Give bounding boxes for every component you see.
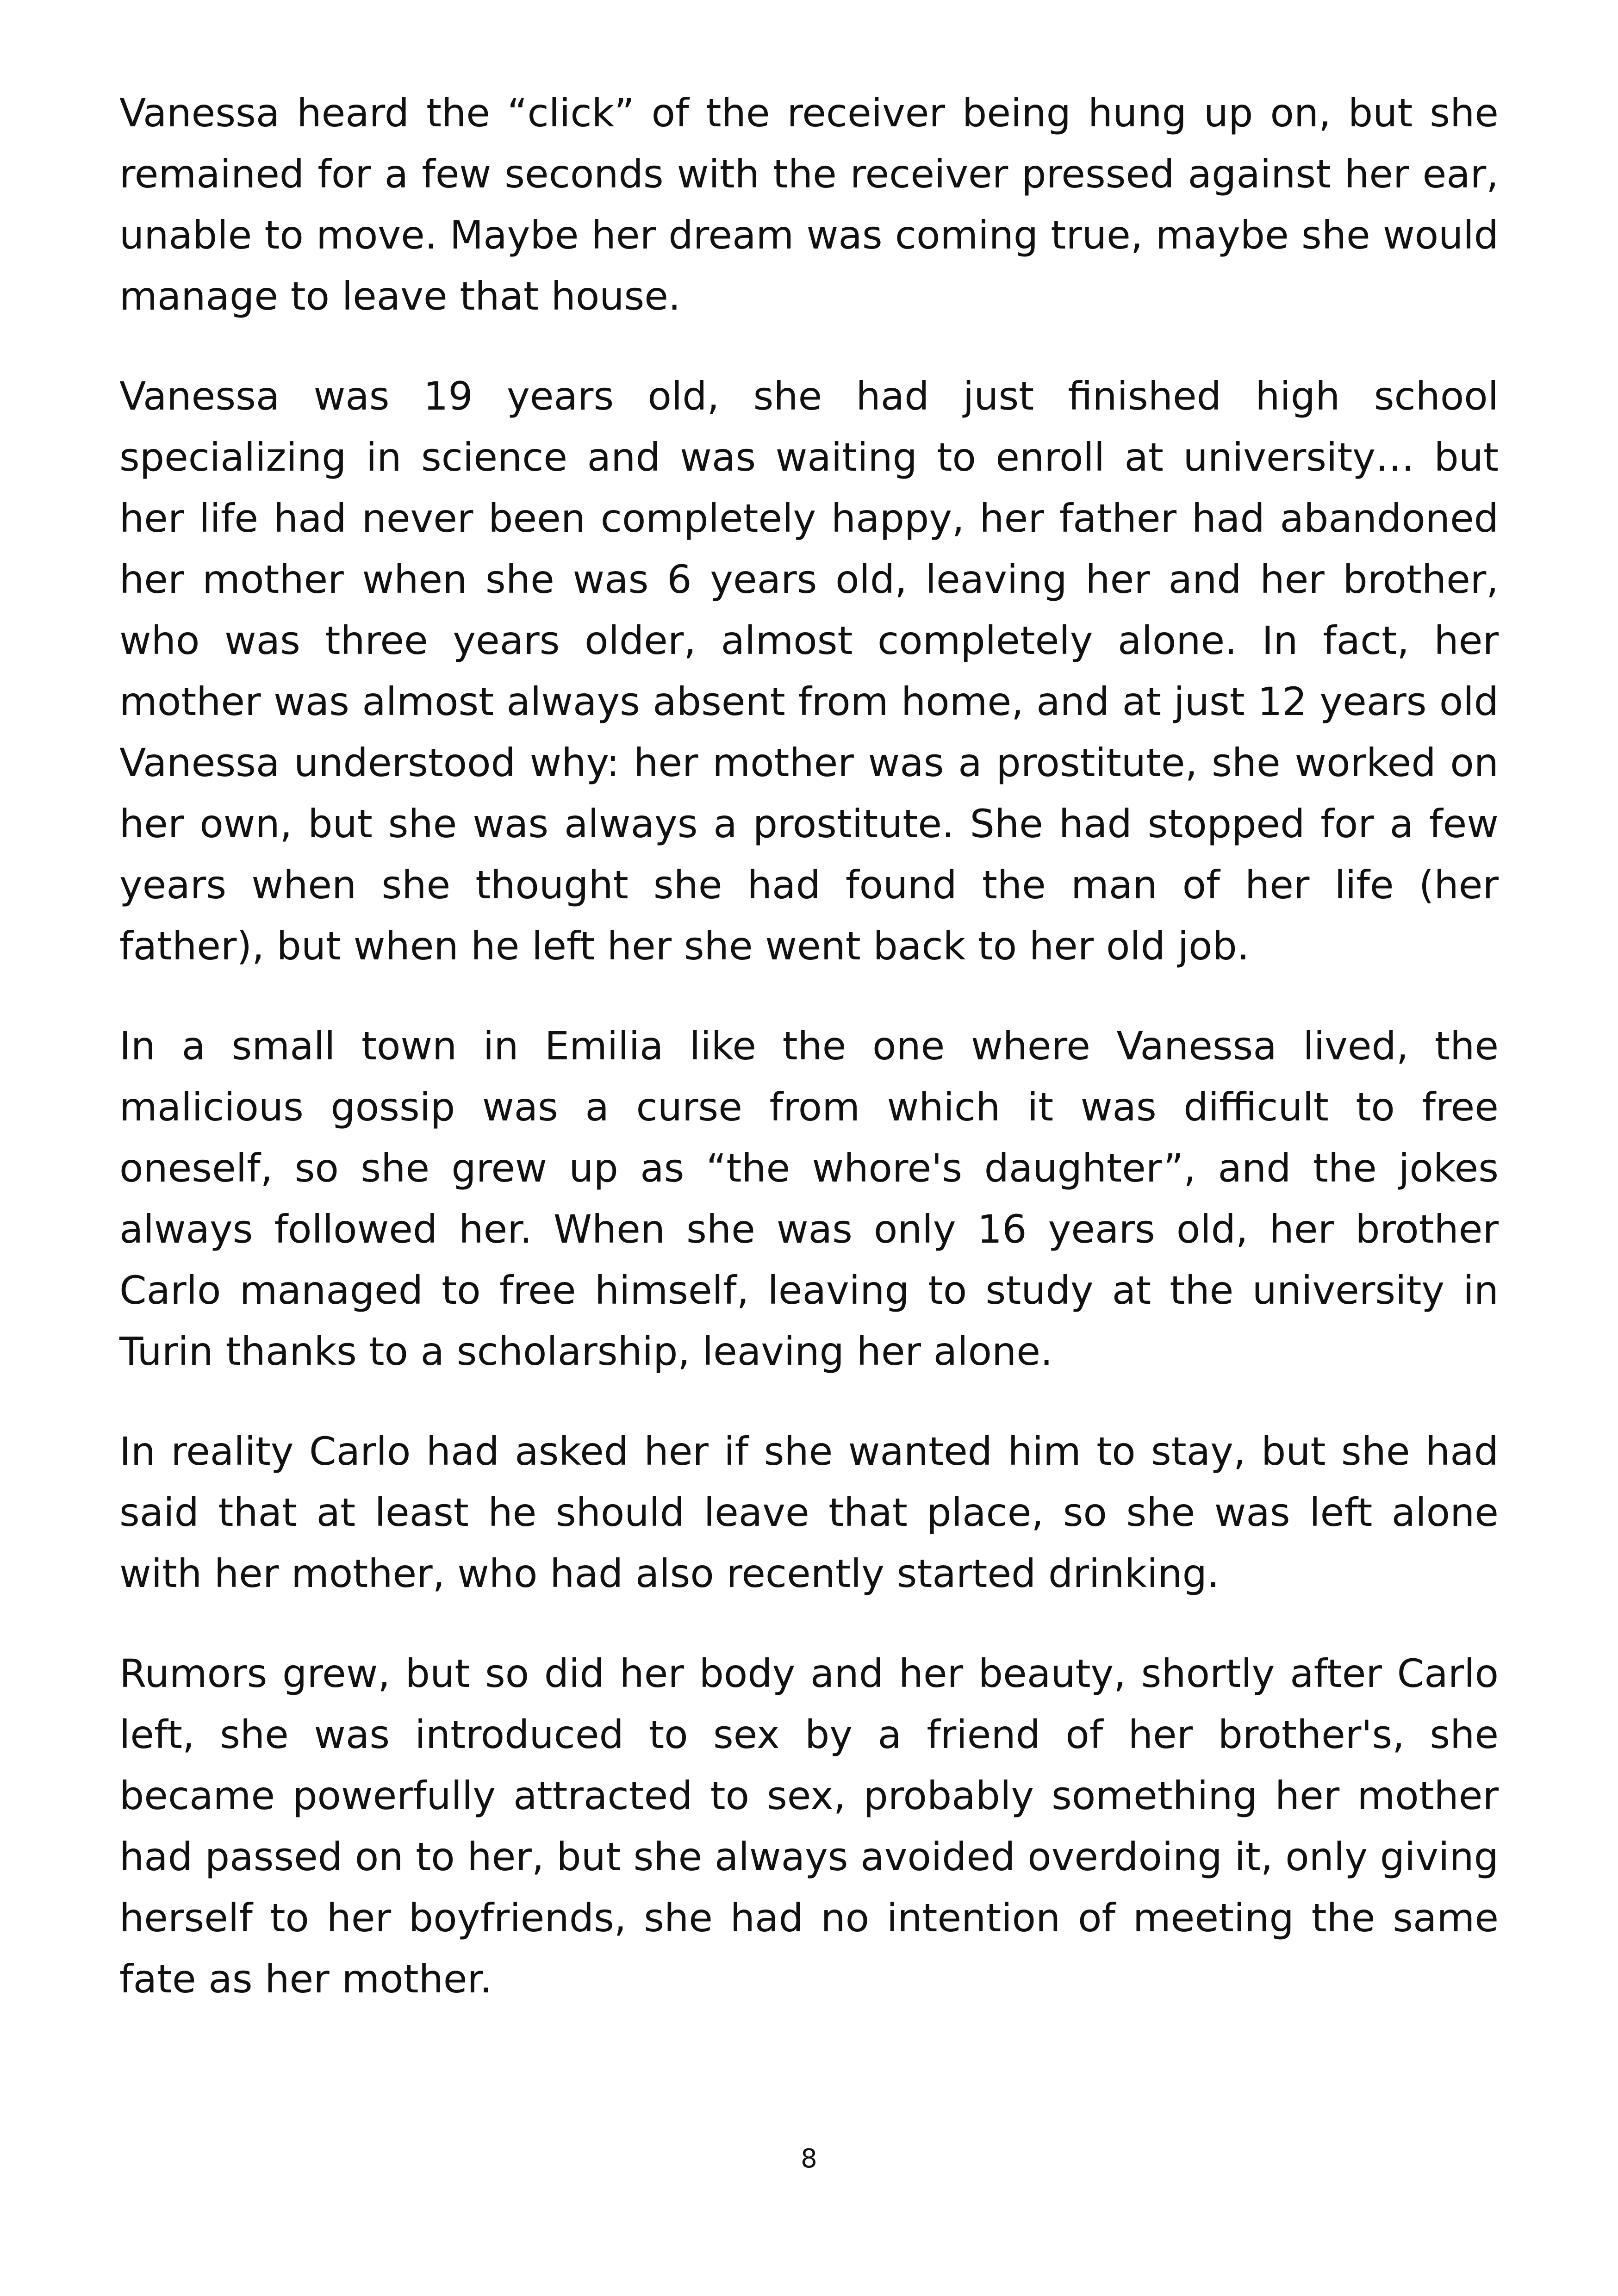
paragraph-5: Rumors grew, but so did her body and her beauty, shortly after Carlo left, she was introduced to sex by a friend of her brother's, she became powerfully attracted to sex, probably something her mother had passed on to her, but she always avoided overdoing it, only giving herself to her boyfriends, she had no intention of meeting the same fate as her mother. (119, 1651, 1499, 2002)
body-text (119, 82, 1499, 2048)
paragraph-3: In a small town in Emilia like the one where Vanessa lived, the malicious gossip was a curse from which it was difficult to free oneself, so she grew up as “the whore's daughter”, and the jokes always followed her. When she was only 16 years old, her brother Carlo managed to free himself, leaving to study at the university in Turin thanks to a scholarship, leaving her alone. (119, 1023, 1499, 1374)
paragraph-1: Vanessa heard the “click” of the receiver being hung up on, but she remained for a few seconds with the receiver pressed against her ear, unable to move. Maybe her dream was coming true, maybe she would manage to leave that house. (119, 90, 1499, 319)
paragraph-2: Vanessa was 19 years old, she had just finished high school specializing in science and was waiting to enroll at university… but her life had never been completely happy, her father had abandoned her mother when she was 6 years old, leaving her and her brother, who was three years older, almost completely alone. In fact, her mother was almost always absent from home, and at just 12 years old Vanessa understood why: her mother was a prostitute, she worked on her own, but she was always a prostitute. She had stopped for a few years when she thought she had found the man of her life (her father), but when he left her she went back to her old job. (119, 373, 1499, 969)
page-number: 8 (801, 2144, 817, 2174)
paragraph-4: In reality Carlo had asked her if she wanted him to stay, but she had said that at least he should leave that place, so she was left alone with her mother, who had also recently started drinking. (119, 1429, 1499, 1596)
